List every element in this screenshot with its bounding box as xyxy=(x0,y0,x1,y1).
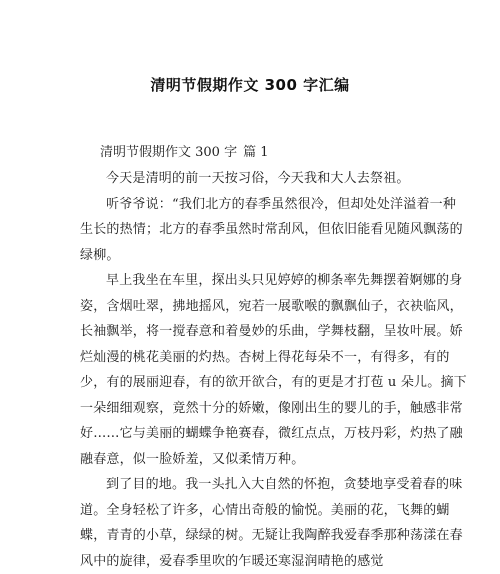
text-line: 早上我坐在车里，探出头只见婷婷的柳条率先舞摆着婀娜的身 xyxy=(80,268,425,294)
text-line: 好……它与美丽的蝴蝶争艳赛春，微红点点，万枝丹彩，灼热了融 xyxy=(80,421,425,447)
text-line: 生长的热情；北方的春季虽然时常刮风，但依旧能看见随风飘荡的 xyxy=(80,217,425,243)
text-line: 今天是清明的前一天按习俗，今天我和大人去祭祖。 xyxy=(80,166,425,192)
paragraph xyxy=(80,472,425,574)
paragraph xyxy=(80,166,425,192)
text-line: 少，有的展丽迎春，有的欲开欲合，有的更是才打苞 u 朵儿。摘下 xyxy=(80,370,425,396)
text-line: 到了目的地。我一头扎入大自然的怀抱，贪婪地享受着春的味 xyxy=(80,472,425,498)
text-line: 蝶，青青的小草，绿绿的树。无疑让我陶醉我爱春季那种荡漾在春 xyxy=(80,523,425,549)
paragraph xyxy=(80,268,425,472)
text-line: 长袖飘举，将一搅春意和着曼妙的乐曲，学舞枝翻，呈妆叶展。娇 xyxy=(80,319,425,345)
document-title: 清明节假期作文 300 字汇编 xyxy=(0,74,500,95)
body-text xyxy=(80,166,425,574)
text-line: 风中的旋律，爱春季里吹的乍暖还寒湿润晴艳的感觉 xyxy=(80,549,425,574)
section-heading xyxy=(100,141,274,160)
text-line: 姿，含烟吐翠，拂地摇风，宛若一展歌喉的飘飘仙子，衣袂临风， xyxy=(80,294,425,320)
text-line: 道。全身轻松了许多，心情出奇般的愉悦。美丽的花，飞舞的蝴 xyxy=(80,498,425,524)
paragraph xyxy=(80,192,425,269)
text-line: 绿柳。 xyxy=(80,243,425,269)
text-line: 融春意，似一脸娇羞，又似柔情万种。 xyxy=(80,447,425,473)
section-label: 清明节假期作文 300 字 xyxy=(100,145,237,160)
text-line: 烂灿漫的桃花美丽的灼热。杏树上得花每朵不一，有得多，有的 xyxy=(80,345,425,371)
section-number: 篇 1 xyxy=(243,145,268,160)
text-line: 一朵细细观察，竟然十分的娇嫩，像刚出生的婴儿的手，触感非常 xyxy=(80,396,425,422)
text-line: 听爷爷说：“我们北方的春季虽然很冷，但却处处洋溢着一种 xyxy=(80,192,425,218)
